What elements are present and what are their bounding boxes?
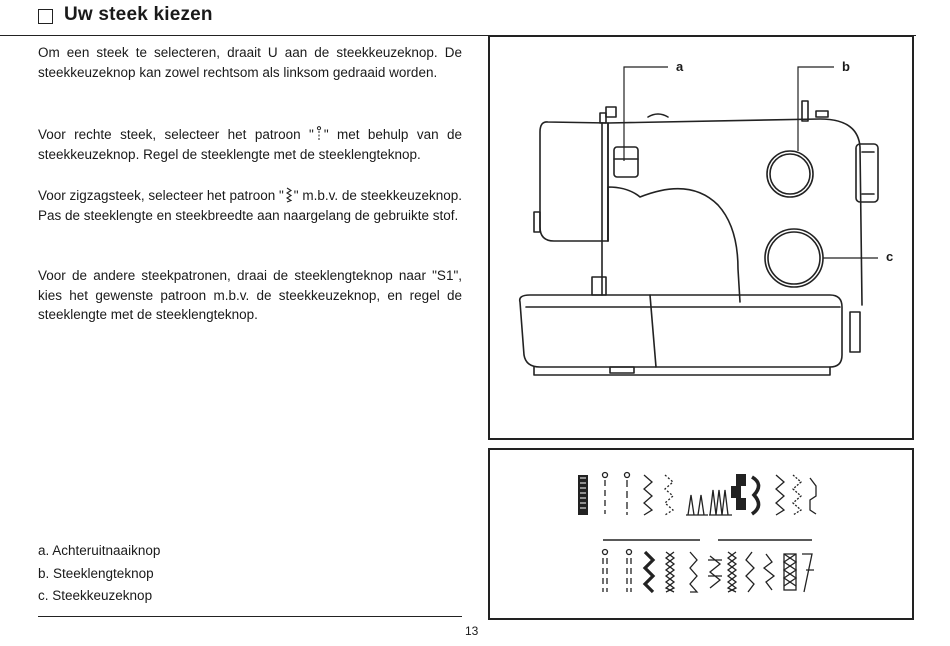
stitch-pattern-panel (488, 448, 914, 620)
straight-stitch-icon (314, 126, 324, 142)
legend-item-b: b. Steeklengteknop (38, 566, 154, 581)
intro-paragraph: Om een steek te selecteren, draait U aan de steekkeuzeknop. De steekkeuzeknop kan zowel rechtsom als linksom gedraaid worden. (38, 45, 462, 80)
zigzag-stitch-text-start: Voor zigzagsteek, selecteer het patroon " (38, 188, 284, 203)
zigzag-stitch-text-end: " m.b.v. de steekkeuzeknop. Pas de steeklengte en steekbreedte aan naargelang de gebruikte stof. (38, 188, 462, 223)
straight-stitch-text-start: Voor rechte steek, selecteer het patroon " (38, 127, 314, 142)
legend-item-c: c. Steekkeuzeknop (38, 588, 153, 603)
callout-label-b: b (842, 59, 850, 74)
callout-label-c: c (886, 249, 894, 264)
section-checkbox-icon (38, 9, 53, 24)
straight-stitch-paragraph (38, 125, 462, 164)
sewing-machine-figure (488, 35, 914, 440)
stitch-pattern-chart (490, 450, 912, 618)
page-title: Uw steek kiezen (64, 4, 213, 25)
page-number: 13 (465, 624, 479, 638)
footer-divider (38, 616, 462, 617)
callout-label-a: a (676, 59, 684, 74)
zigzag-stitch-icon (284, 187, 294, 203)
other-patterns-paragraph: Voor de andere steekpatronen, draai de steeklengteknop naar "S1", kies het gewenste patroon m.b.v. de steekkeuzeknop, en regel de steeklengte met de steeklengteknop. (38, 268, 462, 322)
straight-stitch-text-end: " met behulp van de steekkeuzeknop. Regel de steeklengte met de steeklengteknop. (38, 127, 463, 162)
zigzag-stitch-paragraph (38, 186, 462, 225)
sewing-machine-illustration (490, 37, 912, 438)
legend-item-a: a. Achteruitnaaiknop (38, 543, 161, 558)
